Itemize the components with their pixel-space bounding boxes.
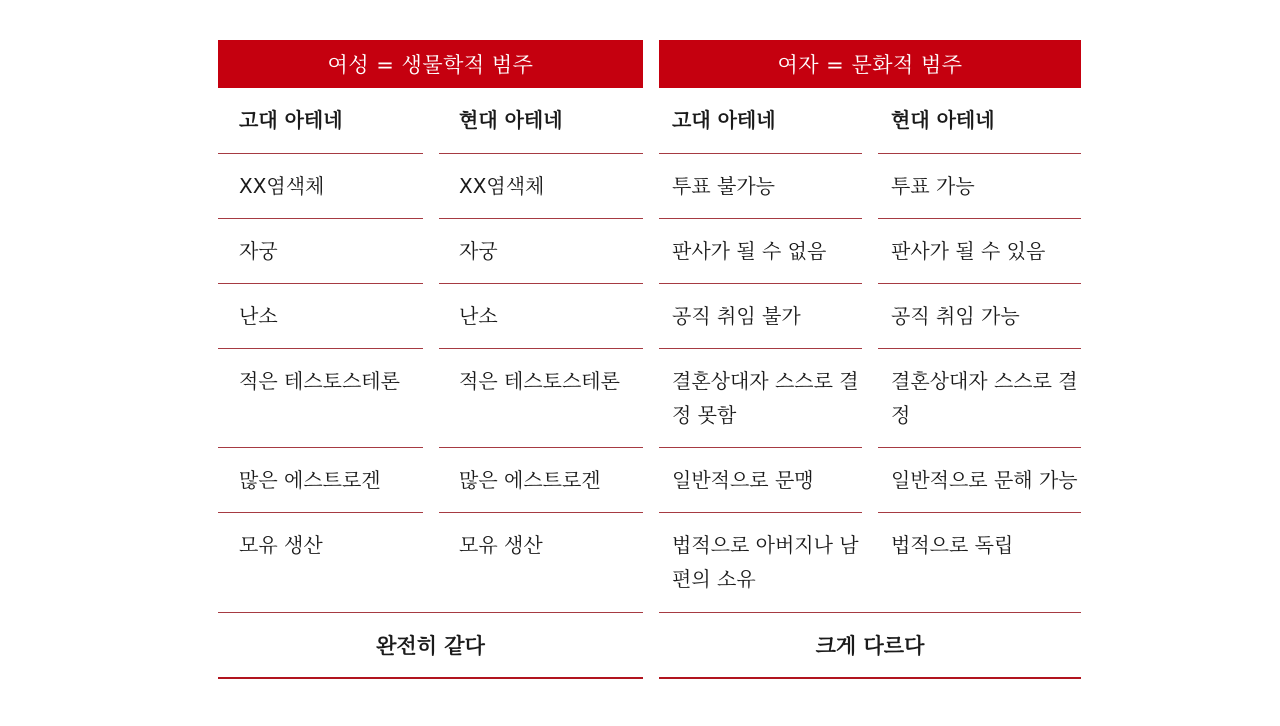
column-header-ancient: 고대 아테네 bbox=[218, 88, 423, 154]
cell-ancient: 공직 취임 불가 bbox=[659, 284, 862, 349]
table-header-row bbox=[218, 88, 643, 154]
cell-modern: 결혼상대자 스스로 결정 bbox=[878, 349, 1081, 448]
table-row bbox=[218, 284, 643, 349]
cell-modern: 공직 취임 가능 bbox=[878, 284, 1081, 349]
table-row bbox=[218, 349, 643, 448]
cell-ancient: 판사가 될 수 없음 bbox=[659, 219, 862, 284]
cell-ancient: 모유 생산 bbox=[239, 533, 323, 557]
cell-ancient: 난소 bbox=[218, 284, 423, 349]
cultural-category-panel bbox=[659, 40, 1081, 679]
panel-conclusion: 완전히 같다 bbox=[218, 613, 643, 679]
table-row bbox=[659, 513, 1081, 612]
cell-modern: 적은 테스토스테론 bbox=[439, 349, 643, 448]
table-row bbox=[659, 448, 1081, 513]
cell-ancient: 결혼상대자 스스로 결정 못함 bbox=[659, 349, 862, 448]
column-header-modern: 현대 아테네 bbox=[439, 88, 643, 154]
comparison-table bbox=[218, 88, 643, 613]
cell-modern: 법적으로 독립 bbox=[891, 533, 1014, 557]
table-header-row bbox=[659, 88, 1081, 154]
table-row bbox=[659, 219, 1081, 284]
cell-modern: 자궁 bbox=[439, 219, 643, 284]
table-row bbox=[218, 219, 643, 284]
cell-modern: 많은 에스트로겐 bbox=[439, 448, 643, 513]
column-header-modern: 현대 아테네 bbox=[878, 88, 1081, 154]
cell-ancient: XX염색체 bbox=[218, 154, 423, 219]
table-row bbox=[218, 448, 643, 513]
table-row bbox=[659, 154, 1081, 219]
table-row bbox=[659, 349, 1081, 448]
cell-ancient: 법적으로 아버지나 남편의 소유 bbox=[672, 533, 859, 591]
divider bbox=[659, 612, 1081, 613]
cell-ancient: 투표 불가능 bbox=[659, 154, 862, 219]
cell-modern: 투표 가능 bbox=[878, 154, 1081, 219]
cell-modern: 판사가 될 수 있음 bbox=[878, 219, 1081, 284]
divider bbox=[218, 612, 643, 613]
panel-title: 여자 = 문화적 범주 bbox=[659, 40, 1081, 88]
table-row bbox=[218, 513, 643, 612]
cell-modern: 일반적으로 문해 가능 bbox=[878, 448, 1081, 513]
cell-ancient: 일반적으로 문맹 bbox=[659, 448, 862, 513]
cell-modern: 모유 생산 bbox=[459, 533, 543, 557]
biological-category-panel bbox=[218, 40, 643, 679]
panel-conclusion: 크게 다르다 bbox=[659, 613, 1081, 679]
cell-modern: XX염색체 bbox=[439, 154, 643, 219]
cell-ancient: 적은 테스토스테론 bbox=[218, 349, 423, 448]
column-header-ancient: 고대 아테네 bbox=[659, 88, 862, 154]
cell-ancient: 많은 에스트로겐 bbox=[218, 448, 423, 513]
comparison-table bbox=[659, 88, 1081, 613]
table-row bbox=[218, 154, 643, 219]
cell-ancient: 자궁 bbox=[218, 219, 423, 284]
cell-modern: 난소 bbox=[439, 284, 643, 349]
table-row bbox=[659, 284, 1081, 349]
panel-title: 여성 = 생물학적 범주 bbox=[218, 40, 643, 88]
